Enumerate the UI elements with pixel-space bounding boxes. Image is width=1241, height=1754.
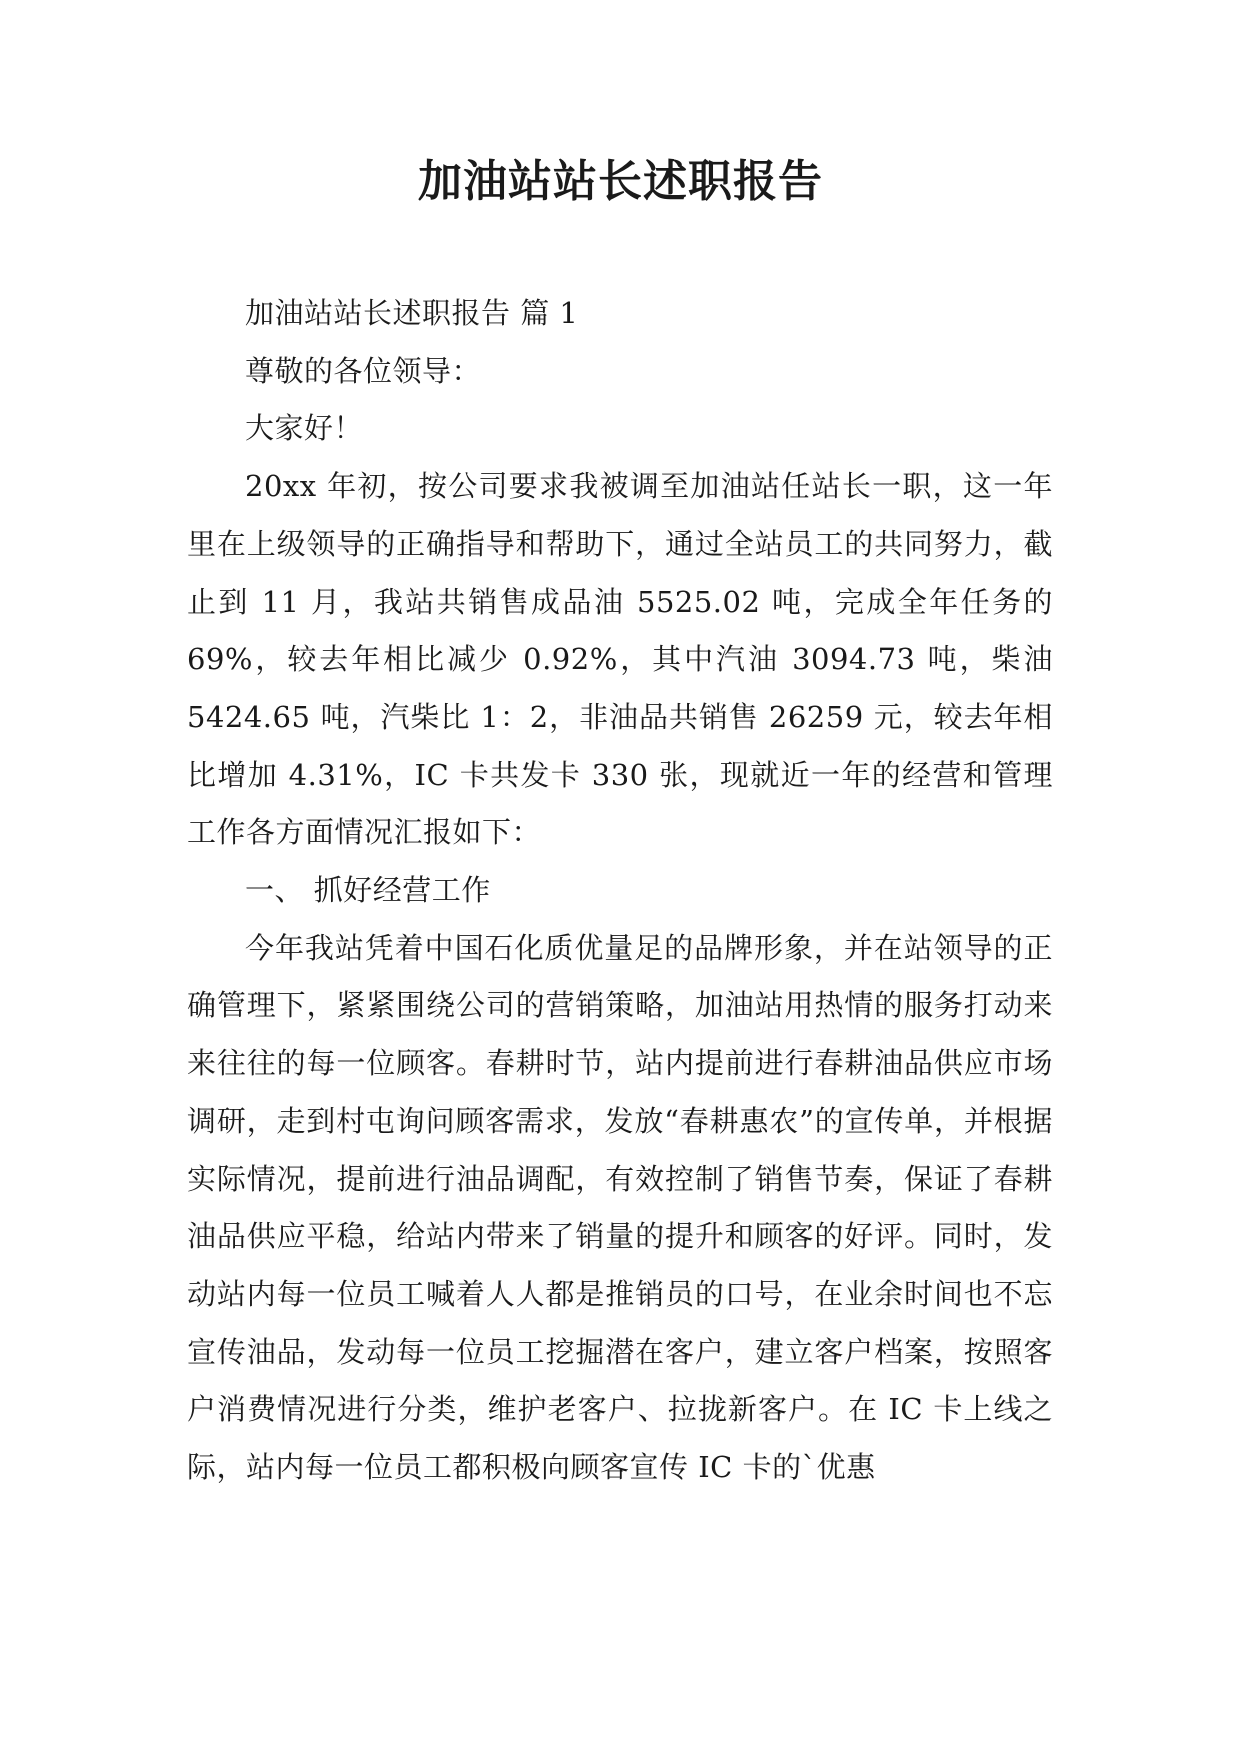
greeting: 大家好！: [245, 411, 364, 446]
subsection-heading: 一、 抓好经营工作: [245, 873, 491, 908]
body-paragraph: 今年我站凭着中国石化质优量足的品牌形象，并在站领导的正确管理下，紧紧围绕公司的营销策略，加油站用热情的服务打动来来往往的每一位顾客。春耕时节，站内提前进行春耕油品供应市场调研，走到村屯询问顾客需求，发放“春耕惠农”的宣传单，并根据实际情况，提前进行油品调配，有效控制了销售节奏，保证了春耕油品供应平稳，给站内带来了销量的提升和顾客的好评。同时，发动站内每一位员工喊着人人都是推销员的口号，在业余时间也不忘宣传油品，发动每一位员工挖掘潜在客户，建立客户档案，按照客户消费情况进行分类，维护老客户、拉拢新客户。在 IC 卡上线之际，站内每一位员工都积极向顾客宣传 IC 卡的`优惠: [187, 930, 1053, 1485]
section-heading: 加油站站长述职报告 篇 1: [245, 296, 579, 330]
document-title: 加油站站长述职报告: [418, 156, 823, 207]
body-paragraph: 20xx 年初，按公司要求我被调至加油站任站长一职，这一年里在上级领导的正确指导和帮助下，通过全站员工的共同努力，截止到 11 月，我站共销售成品油 5525.02 吨，完成全年任务的 69%，较去年相比减少 0.92%，其中汽油 3094.73 吨，柴油 5424.65 吨，汽柴比 1：2，非油品共销售 26259 元，较去年相比增加 4.31%，IC 卡共发卡 330 张，现就近一年的经营和管理工作各方面情况汇报如下：: [187, 469, 1053, 850]
document-body: [187, 285, 1053, 1497]
salutation: 尊敬的各位领导：: [245, 353, 482, 388]
